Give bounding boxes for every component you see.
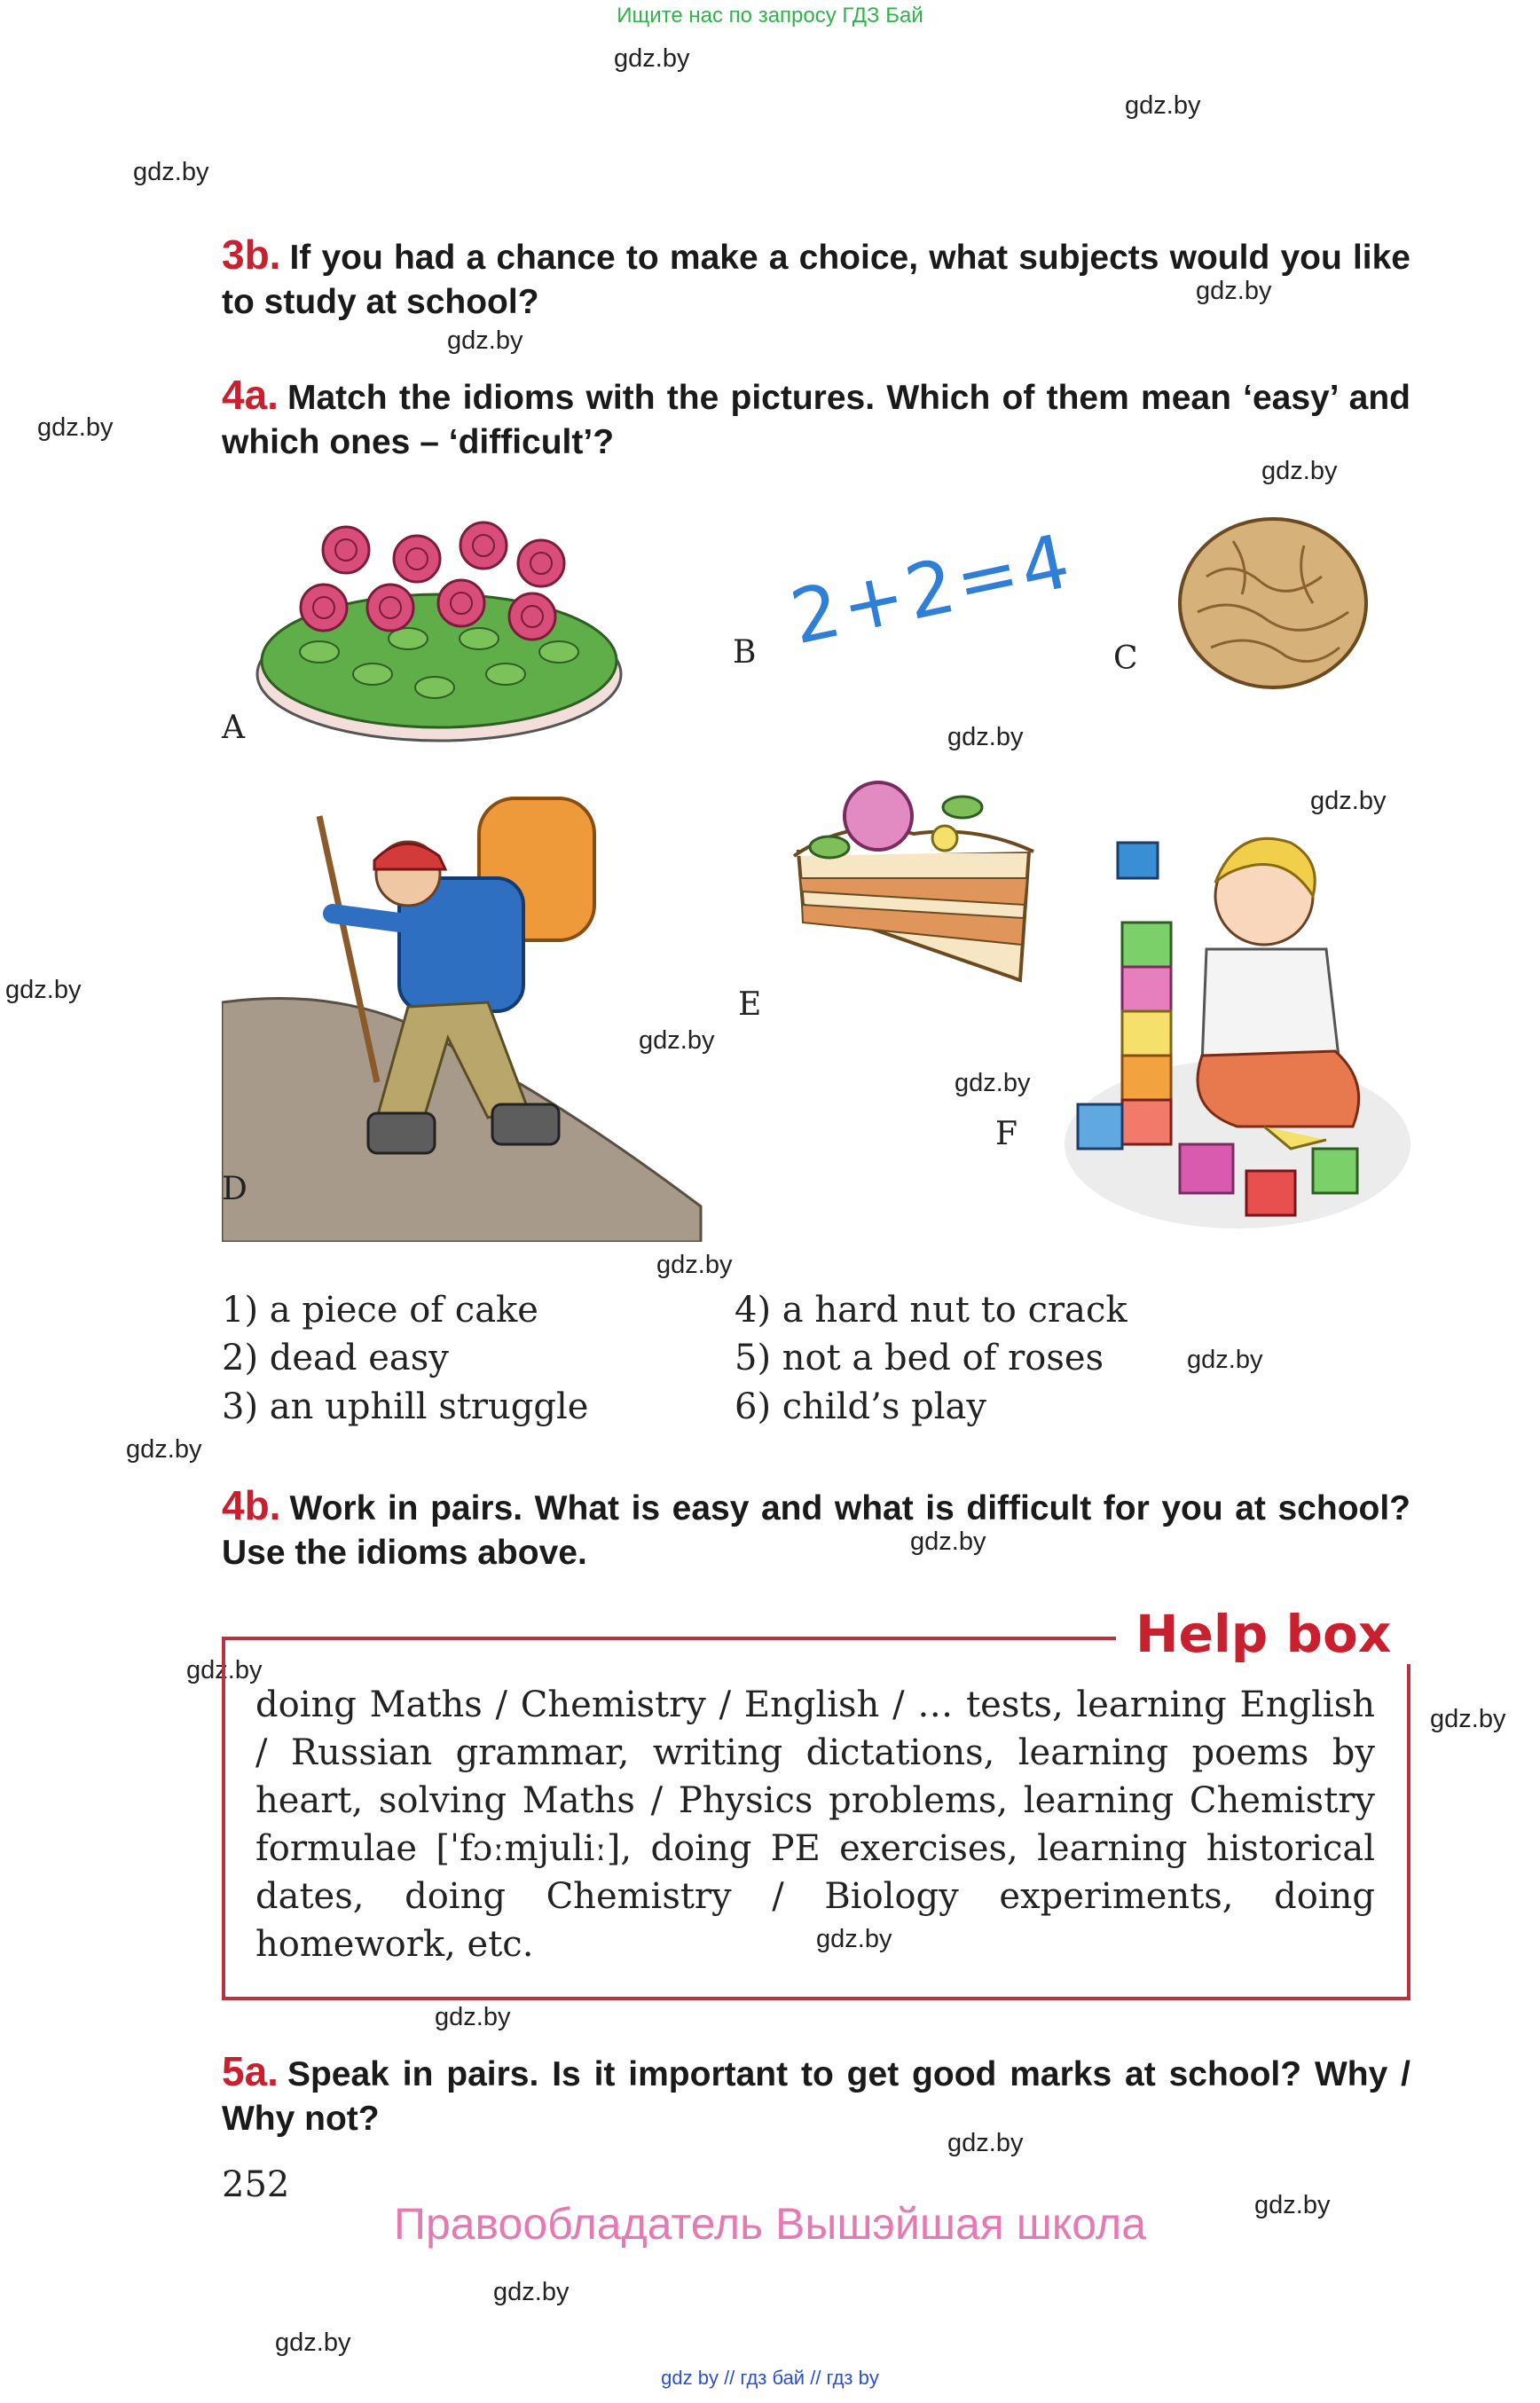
task-text: Match the idioms with the pictures. Which of them mean ‘easy’ and which ones – ‘difficult’? bbox=[222, 379, 1410, 461]
watermark: gdz.by bbox=[947, 723, 1024, 751]
picture-label-c: C bbox=[1113, 640, 1138, 677]
watermark: gdz.by bbox=[493, 2278, 570, 2306]
watermark: gdz.by bbox=[947, 2129, 1024, 2157]
footer-links[interactable]: gdz by // гдз бай // гдз by bbox=[661, 2367, 879, 2389]
child-blocks-picture bbox=[1060, 798, 1415, 1233]
equation-picture: 2+2=4 bbox=[783, 516, 1080, 662]
watermark: gdz.by bbox=[656, 1251, 733, 1279]
picture-label-b: B bbox=[733, 634, 757, 671]
watermark: gdz.by bbox=[955, 1069, 1031, 1097]
walnut-picture bbox=[1171, 506, 1375, 701]
task-number: 3b. bbox=[222, 232, 281, 278]
copyright-holder: Правообладатель Вышэйшая школа bbox=[394, 2199, 1146, 2249]
help-box-text: doing Maths / Chemistry / English / … tests, learning English / Russian grammar, writing dictations, learning poems by heart, solving Maths / Physics problems, learning Chemistry formulae [ˈfɔːmjuliː], doing PE exercises, learning historical dates, doing Chemistry / Biology experiments, doing homework, etc. bbox=[255, 1684, 1375, 1965]
cake-picture bbox=[781, 772, 1038, 993]
watermark: gdz.by bbox=[126, 1435, 202, 1464]
watermark: gdz.by bbox=[37, 413, 114, 442]
watermark: gdz.by bbox=[435, 2003, 511, 2031]
picture-label-f: F bbox=[995, 1116, 1018, 1152]
hiker-picture bbox=[222, 781, 710, 1242]
idiom-item: 5) not a bed of roses bbox=[735, 1338, 1104, 1378]
watermark: gdz.by bbox=[447, 326, 523, 355]
flowerbed-picture bbox=[248, 497, 630, 754]
watermark: gdz.by bbox=[133, 158, 209, 186]
watermark: gdz.by bbox=[1125, 91, 1201, 120]
watermark: gdz.by bbox=[614, 44, 690, 73]
task-4b bbox=[222, 1483, 1410, 1575]
watermark: gdz.by bbox=[1261, 457, 1338, 485]
watermark: gdz.by bbox=[816, 1925, 892, 1953]
task-3b bbox=[222, 232, 1410, 325]
watermark: gdz.by bbox=[1196, 277, 1272, 305]
idiom-item: 1) a piece of cake bbox=[222, 1290, 538, 1331]
watermark: gdz.by bbox=[1430, 1705, 1506, 1733]
task-text: Speak in pairs. Is it important to get good marks at school? Why / Why not? bbox=[222, 2055, 1410, 2138]
task-5a bbox=[222, 2049, 1410, 2141]
idiom-item: 3) an uphill struggle bbox=[222, 1386, 589, 1427]
watermark: gdz.by bbox=[186, 1656, 263, 1684]
task-number: 5a. bbox=[222, 2048, 279, 2094]
watermark: gdz.by bbox=[275, 2328, 351, 2357]
task-number: 4a. bbox=[222, 372, 279, 418]
watermark: gdz.by bbox=[910, 1527, 986, 1556]
help-box-title: Help box bbox=[1116, 1604, 1410, 1664]
idiom-item: 6) child’s play bbox=[735, 1386, 986, 1427]
watermark: gdz.by bbox=[5, 976, 82, 1004]
top-banner: Ищите нас по запросу ГДЗ Бай bbox=[617, 4, 923, 27]
task-4a bbox=[222, 373, 1410, 465]
task-number: 4b. bbox=[222, 1482, 281, 1528]
watermark: gdz.by bbox=[1310, 787, 1387, 815]
task-text: Work in pairs. What is easy and what is difficult for you at school? Use the idioms above. bbox=[222, 1489, 1410, 1572]
watermark: gdz.by bbox=[639, 1026, 715, 1055]
watermark: gdz.by bbox=[1187, 1346, 1263, 1374]
picture-label-a: A bbox=[222, 710, 245, 746]
idiom-item: 4) a hard nut to crack bbox=[735, 1290, 1128, 1331]
picture-label-d: D bbox=[222, 1171, 248, 1207]
page-number: 252 bbox=[222, 2164, 290, 2205]
watermark: gdz.by bbox=[1254, 2191, 1331, 2219]
picture-label-e: E bbox=[738, 986, 762, 1023]
idiom-item: 2) dead easy bbox=[222, 1338, 449, 1378]
task-text: If you had a chance to make a choice, what subjects would you like to study at school? bbox=[222, 239, 1410, 321]
